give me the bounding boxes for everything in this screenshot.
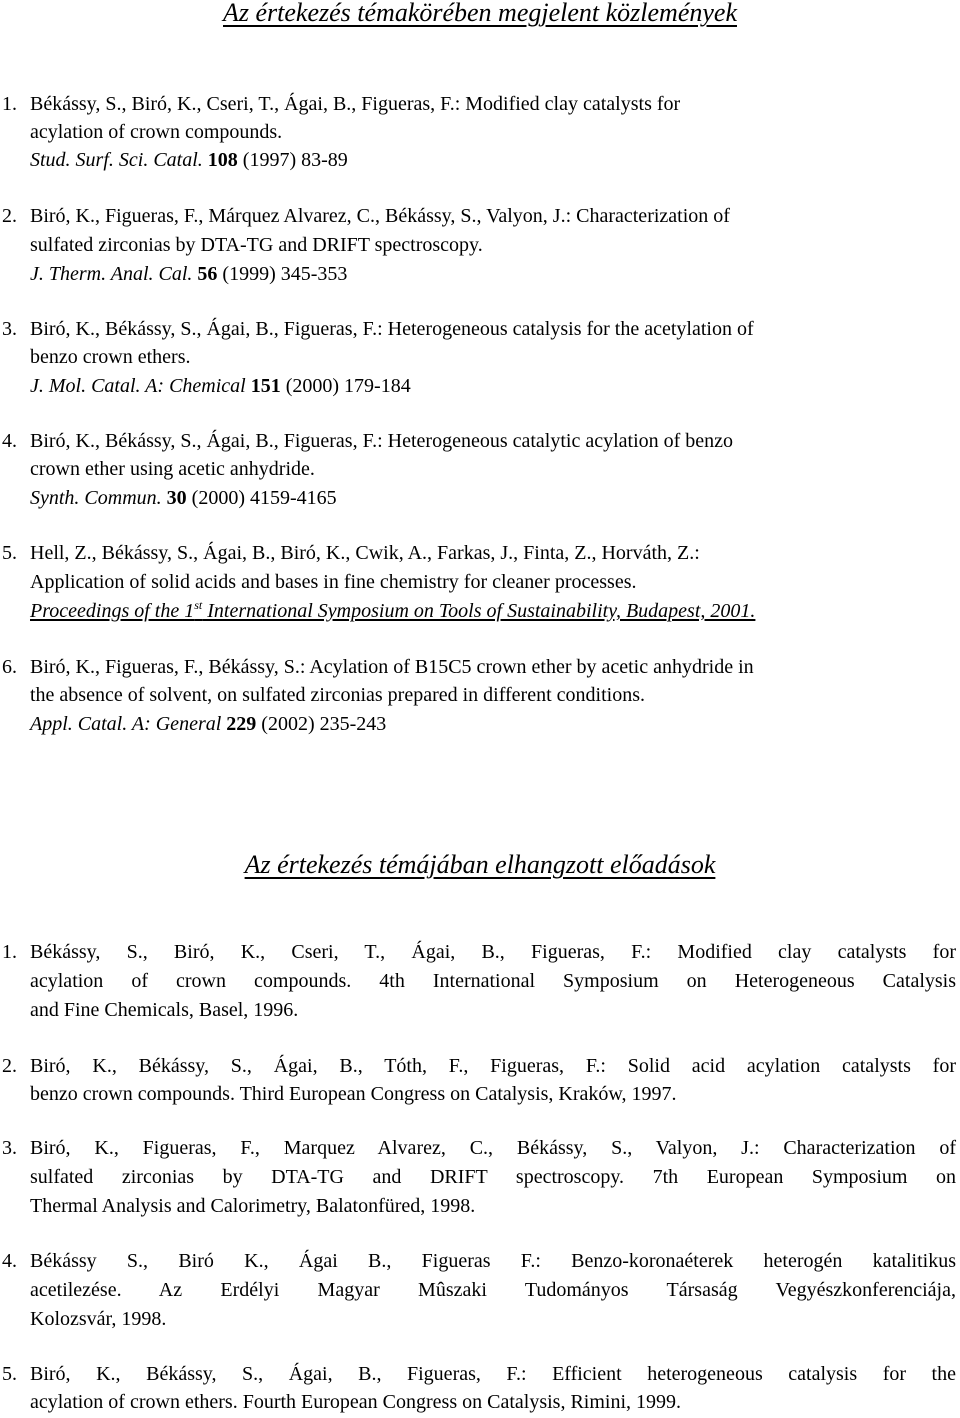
volume: 56	[197, 263, 218, 285]
item-number: 5.	[2, 542, 17, 564]
talk-line: Biró, K., Figueras, F., Marquez Alvarez, C., Békássy, S., Valyon, J.: Characterization of	[30, 1137, 956, 1159]
authors-title-line: Biró, K., Figueras, F., Márquez Alvarez, C., Békássy, S., Valyon, J.: Characterization of	[30, 205, 730, 227]
citation-line	[30, 486, 337, 510]
volume: 229	[226, 713, 257, 735]
item-number: 4.	[2, 1250, 17, 1272]
authors-title-line: Biró, K., Békássy, S., Ágai, B., Figueras, F.: Heterogeneous catalytic acylation of benzo	[30, 430, 734, 452]
item-number: 3.	[2, 1137, 17, 1159]
item-number: 4.	[2, 430, 17, 452]
talk-line: acetilezése. Az Erdélyi Magyar Mûszaki Tudományos Társaság Vegyészkonferenciája,	[30, 1279, 956, 1301]
year-pages: (2002) 235-243	[261, 713, 387, 735]
talk-line: benzo crown compounds. Third European Congress on Catalysis, Kraków, 1997.	[30, 1083, 677, 1105]
title-line: benzo crown ethers.	[30, 346, 191, 368]
talk-line: Kolozsvár, 1998.	[30, 1308, 167, 1330]
talk-line: Thermal Analysis and Calorimetry, Balatonfüred, 1998.	[30, 1195, 476, 1217]
year-pages: (1997) 83-89	[242, 149, 348, 171]
title-line: crown ether using acetic anhydride.	[30, 458, 315, 480]
item-number: 2.	[2, 205, 17, 227]
talk-line: Békássy S., Biró K., Ágai B., Figueras F.: Benzo-koronaéterek heterogén katalitikus	[30, 1250, 956, 1272]
authors-title-line: Biró, K., Figueras, F., Békássy, S.: Acylation of B15C5 crown ether by acetic anhydride in	[30, 656, 754, 678]
journal-name: Synth. Commun.	[30, 487, 162, 509]
year-pages: (1999) 345-353	[222, 263, 348, 285]
authors-line: Hell, Z., Békássy, S., Ágai, B., Biró, K., Cwik, A., Farkas, J., Finta, Z., Horváth, Z.:	[30, 542, 700, 564]
proceedings-line	[30, 599, 755, 623]
item-number: 3.	[2, 318, 17, 340]
publications-heading: Az értekezés témakörében megjelent közlemények	[223, 0, 737, 27]
proceedings-text: Proceedings of the 1	[30, 600, 195, 622]
item-number: 6.	[2, 656, 17, 678]
journal-name: J. Mol. Catal. A: Chemical	[30, 375, 246, 397]
talk-line: acylation of crown compounds. 4th International Symposium on Heterogeneous Catalysis	[30, 970, 956, 992]
talk-line: acylation of crown ethers. Fourth European Congress on Catalysis, Rimini, 1999.	[30, 1391, 682, 1413]
talk-line: Biró, K., Békássy, S., Ágai, B., Tóth, F., Figueras, F.: Solid acid acylation catalysts for	[30, 1055, 956, 1077]
talks-heading: Az értekezés témájában elhangzott előadások	[244, 850, 716, 879]
item-number: 2.	[2, 1055, 17, 1077]
authors-title-line: Biró, K., Békássy, S., Ágai, B., Figueras, F.: Heterogeneous catalysis for the acetylation of	[30, 318, 754, 340]
journal-name: J. Therm. Anal. Cal.	[30, 263, 193, 285]
title-line: acylation of crown compounds.	[30, 121, 283, 143]
proceedings-text-rest: International Symposium on Tools of Sustainability, Budapest, 2001.	[202, 600, 756, 622]
citation-line	[30, 712, 386, 736]
title-line: Application of solid acids and bases in fine chemistry for cleaner processes.	[30, 571, 637, 593]
volume: 30	[166, 487, 187, 509]
citation-line	[30, 374, 411, 398]
item-number: 5.	[2, 1363, 17, 1385]
talk-line: sulfated zirconias by DTA-TG and DRIFT spectroscopy. 7th European Symposium on	[30, 1166, 956, 1188]
talk-line: Biró, K., Békássy, S., Ágai, B., Figueras, F.: Efficient heterogeneous catalysis for the	[30, 1363, 956, 1385]
citation-line	[30, 148, 348, 172]
talk-line: Békássy, S., Biró, K., Cseri, T., Ágai, B., Figueras, F.: Modified clay catalysts for	[30, 941, 956, 963]
title-line: the absence of solvent, on sulfated zirconias prepared in different conditions.	[30, 684, 645, 706]
talk-line: and Fine Chemicals, Basel, 1996.	[30, 999, 299, 1021]
item-number: 1.	[2, 941, 17, 963]
journal-name: Appl. Catal. A: General	[30, 713, 222, 735]
year-pages: (2000) 4159-4165	[191, 487, 337, 509]
volume: 151	[250, 375, 281, 397]
volume: 108	[207, 149, 238, 171]
year-pages: (2000) 179-184	[285, 375, 411, 397]
authors-title-line: Békássy, S., Biró, K., Cseri, T., Ágai, B., Figueras, F.: Modified clay catalysts for	[30, 93, 681, 115]
citation-line	[30, 262, 347, 286]
item-number: 1.	[2, 93, 17, 115]
superscript: st	[194, 598, 203, 612]
journal-name: Stud. Surf. Sci. Catal.	[30, 149, 203, 171]
title-line: sulfated zirconias by DTA-TG and DRIFT spectroscopy.	[30, 234, 483, 256]
